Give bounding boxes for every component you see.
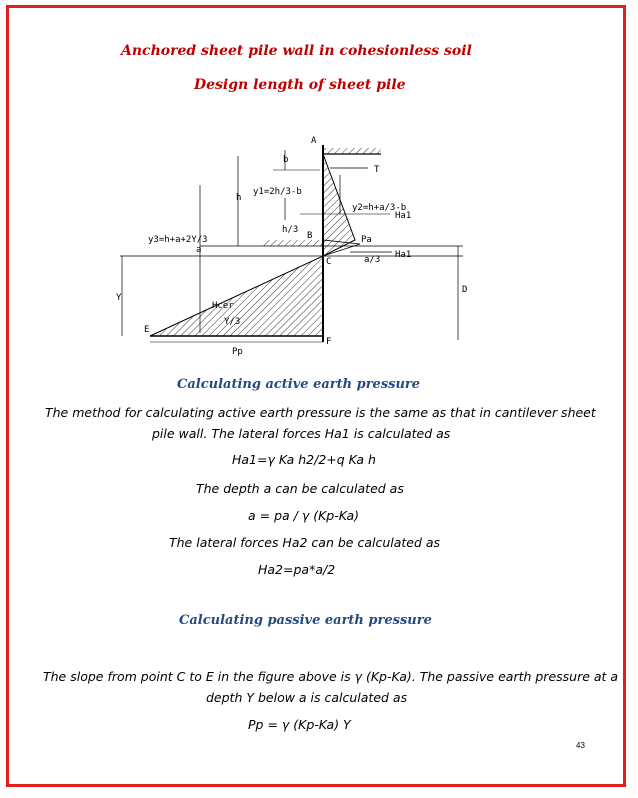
- label-C: C: [326, 257, 332, 267]
- active-heading: Calculating active earth pressure: [177, 377, 421, 392]
- label-Ha1: Ha1: [395, 211, 412, 221]
- equation-2: a = pa / γ (Kp-Ka): [248, 508, 360, 523]
- label-Y: Y: [116, 293, 122, 303]
- passive-line-2: depth Y below a is calculated as: [206, 690, 408, 705]
- label-Hcer: Hcer: [212, 301, 234, 311]
- passive-heading: Calculating passive earth pressure: [179, 613, 432, 628]
- label-y2: y2=h+a/3-b: [352, 203, 407, 213]
- label-h3: h/3: [282, 225, 299, 235]
- ground-hatch-top: [323, 148, 381, 154]
- label-y3: y3=h+a+2Y/3: [148, 235, 208, 245]
- active-line-2: pile wall. The lateral forces Ha1 is calculated as: [152, 426, 451, 441]
- label-a: a: [196, 245, 202, 255]
- label-E: E: [144, 325, 150, 335]
- page-number: 43: [576, 741, 585, 750]
- depth-text: The depth a can be calculated as: [196, 481, 404, 496]
- label-h: h: [236, 193, 242, 203]
- title-line-2: Design length of sheet pile: [194, 77, 406, 93]
- label-Y3: Y/3: [224, 317, 241, 327]
- label-T: T: [374, 165, 380, 175]
- label-A: A: [311, 136, 317, 146]
- label-B: B: [307, 231, 313, 241]
- label-Pp: Pp: [232, 347, 243, 357]
- active-line-1: The method for calculating active earth pressure is the same as that in cantilever sheet: [45, 405, 596, 420]
- label-F: F: [326, 337, 332, 347]
- passive-line-1: The slope from point C to E in the figure above is γ (Kp-Ka). The passive earth pressure at a: [43, 669, 619, 684]
- equation-3: Ha2=pa*a/2: [258, 562, 336, 577]
- equation-4: Pp = γ (Kp-Ka) Y: [248, 717, 351, 732]
- equation-1: Ha1=γ Ka h2/2+q Ka h: [232, 452, 376, 467]
- title-line-1: Anchored sheet pile wall in cohesionless soil: [121, 43, 472, 59]
- label-Ha1-2: Ha1: [395, 250, 412, 260]
- label-a3: a/3: [364, 255, 381, 265]
- label-Pa: Pa: [361, 235, 372, 245]
- label-b: b: [283, 155, 289, 165]
- lateral-forces-2-text: The lateral forces Ha2 can be calculated as: [169, 535, 441, 550]
- label-y1: y1=2h/3-b: [253, 187, 302, 197]
- label-D: D: [462, 285, 468, 295]
